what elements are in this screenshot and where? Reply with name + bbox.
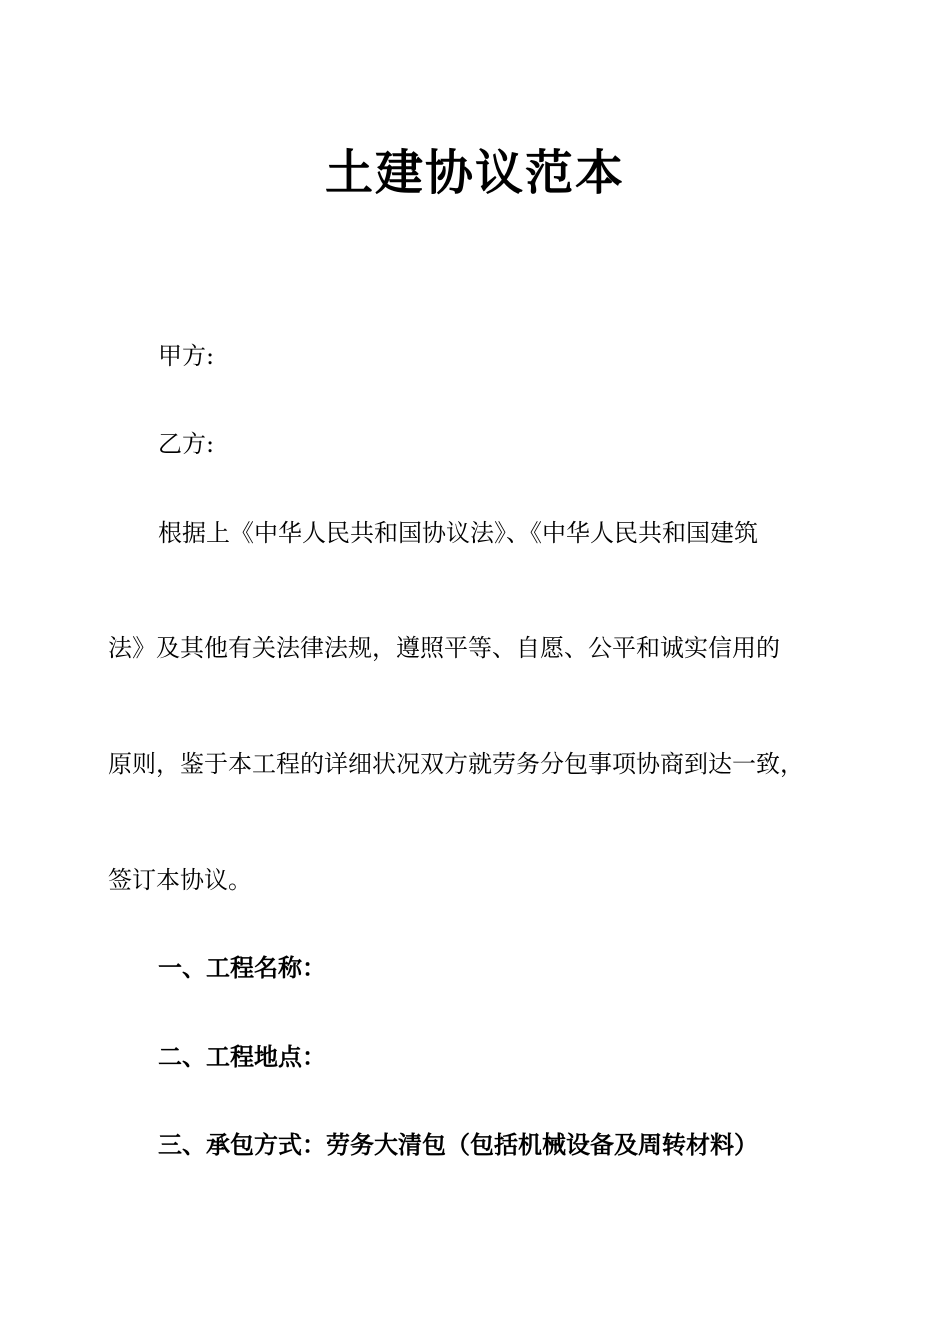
party-b-label: 乙方: <box>158 430 215 458</box>
preamble-line-4: 签订本协议。 <box>108 866 252 894</box>
section-project-location: 二、工程地点： <box>158 1043 326 1071</box>
preamble-line-2: 法》及其他有关法律法规，遵照平等、自愿、公平和诚实信用的 <box>108 634 780 662</box>
document-title: 土建协议范本 <box>324 145 625 201</box>
section-contract-method: 三、承包方式：劳务大清包（包括机械设备及周转材料） <box>158 1131 758 1159</box>
section-project-name: 一、工程名称： <box>158 954 326 982</box>
preamble-line-3: 原则，鉴于本工程的详细状况双方就劳务分包事项协商到达一致， <box>108 750 804 778</box>
preamble-line-1: 根据上《中华人民共和国协议法》、《中华人民共和国建筑 <box>158 519 758 547</box>
party-a-label: 甲方: <box>158 342 215 370</box>
